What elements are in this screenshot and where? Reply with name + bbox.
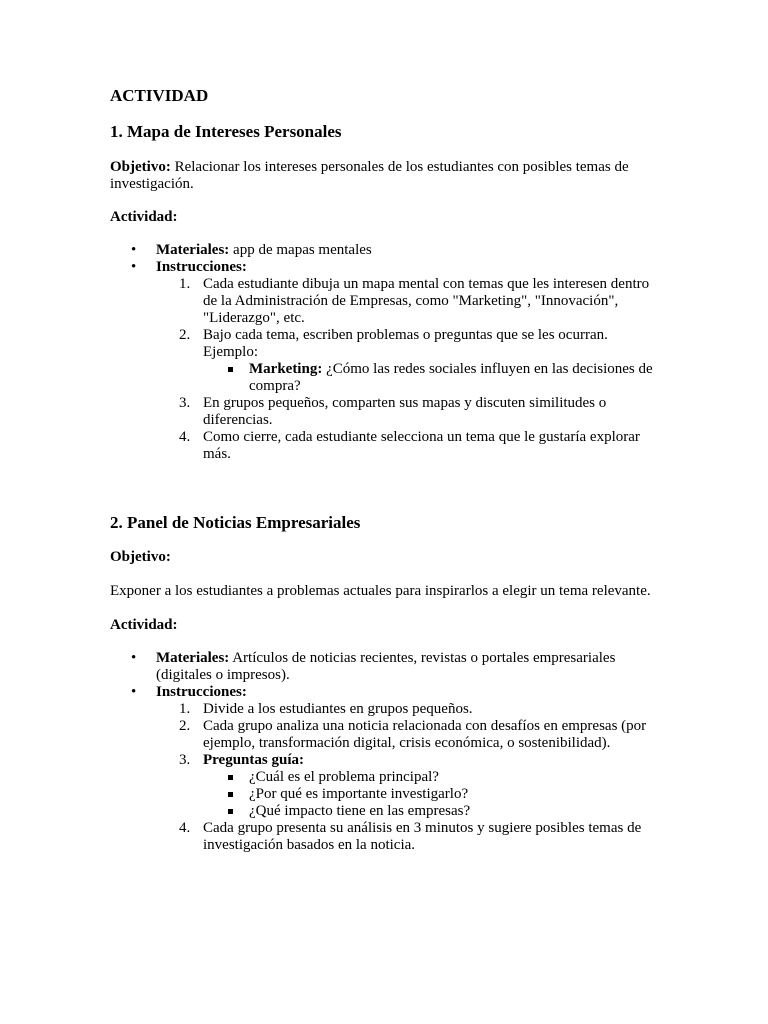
section-2-heading: 2. Panel de Noticias Empresariales [110,513,361,532]
section-2-objective-label [110,549,660,566]
section-1-example-label: Marketing: [249,361,323,377]
section-2-materials-label: Materiales: [156,650,230,666]
section-2-step-4-text: Cada grupo presenta su análisis en 3 minutos y sugiere posibles temas de investigación basados en la noticia. [203,820,642,853]
section-1-example-text: ¿Cómo las redes sociales influyen en las decisiones de compra? [249,361,653,394]
section-1-step-4: 4. Como cierre, cada estudiante selecciona un tema que le gustaría explorar más. [179,429,640,462]
section-1-activity-label-text: Actividad: [110,209,178,225]
section-1-example-list [110,361,660,395]
section-2-instructions [110,684,660,854]
section-2-question-3: ¿Qué impacto tiene en las empresas? [110,803,660,820]
page-title: ACTIVIDAD [110,86,209,105]
section-2-step-1-text: Divide a los estudiantes en grupos pequeños. [203,701,473,717]
section-1-steps [110,276,660,463]
section-1-heading: 1. Mapa de Intereses Personales [110,122,342,141]
section-2-steps [110,701,660,854]
section-2-materials [110,650,660,684]
section-1-instructions-label: Instrucciones: [156,259,247,275]
section-2-activity-label-text: Actividad: [110,617,178,633]
section-1-materials-label: Materiales: [156,242,230,258]
section-2-step-2: 2. Cada grupo analiza una noticia relacionada con desafíos en empresas (por ejemplo, transformación digital, crisis económica, o sostenibilidad). [179,718,647,751]
section-2-question-1: ¿Cuál es el problema principal? [110,769,660,786]
section-2-step-1: 1. Divide a los estudiantes en grupos pequeños. [179,701,473,717]
section-1-activity-label [110,209,660,226]
section-2-question-2: ¿Por qué es importante investigarlo? [110,786,660,803]
section-2-step-3-label: Preguntas guía: [203,752,304,768]
section-1-objective-label: Objetivo: [110,159,171,175]
section-1-step-4-text: Como cierre, cada estudiante selecciona un tema que le gustaría explorar más. [203,429,640,462]
document-content [110,86,660,854]
section-1-objective-text: Relacionar los intereses personales de los estudiantes con posibles temas de investigación. [110,159,629,192]
section-2-step-4: 4. Cada grupo presenta su análisis en 3 minutos y sugiere posibles temas de investigación basados en la noticia. [179,820,642,853]
section-2-step-2-text: Cada grupo analiza una noticia relacionada con desafíos en empresas (por ejemplo, transformación digital, crisis económica, o sostenibilidad). [203,718,647,751]
section-1-materials-text: app de mapas mentales [229,242,372,258]
section-1-example [110,361,660,395]
section-1-list [110,242,660,463]
section-1-objective [110,159,660,193]
section-2-step-3: 3. Preguntas guía: ¿Cuál es el problema principal? ¿Por qué es importante investigarlo? ¿Qué impacto tiene en las empresas? [110,752,660,820]
section-1-step-3: 3. En grupos pequeños, comparten sus mapas y discuten similitudes o diferencias. [179,395,607,428]
section-1-step-1-text: Cada estudiante dibuja un mapa mental con temas que les interesen dentro de la Administración de Empresas, como "Marketing", "Innovación", "Liderazgo", etc. [203,276,650,326]
section-1-step-1: 1. Cada estudiante dibuja un mapa mental con temas que les interesen dentro de la Administración de Empresas, como "Marketing", "Innovación", "Liderazgo", etc. [179,276,650,326]
section-1-step-3-text: En grupos pequeños, comparten sus mapas y discuten similitudes o diferencias. [203,395,607,428]
section-2-instructions-label: Instrucciones: [156,684,247,700]
section-1-step-2-text: Bajo cada tema, escriben problemas o preguntas que se les ocurran. Ejemplo: [203,327,608,360]
section-2-objective-text: Exponer a los estudiantes a problemas actuales para inspirarlos a elegir un tema relevante. [110,583,651,599]
section-1-step-2: 2. Bajo cada tema, escriben problemas o preguntas que se les ocurran. Ejemplo: Marketing: ¿Cómo las redes sociales influyen en las decisiones de compra? [110,327,660,395]
section-1-instructions [110,259,660,463]
section-2-list [110,650,660,854]
section-2-objective-label-text: Objetivo: [110,549,171,565]
section-2-activity-label [110,617,660,634]
section-1-materials [110,242,660,259]
section-2-questions [110,769,660,820]
section-2-materials-text: Artículos de noticias recientes, revistas o portales empresariales (digitales o impresos). [156,650,616,683]
